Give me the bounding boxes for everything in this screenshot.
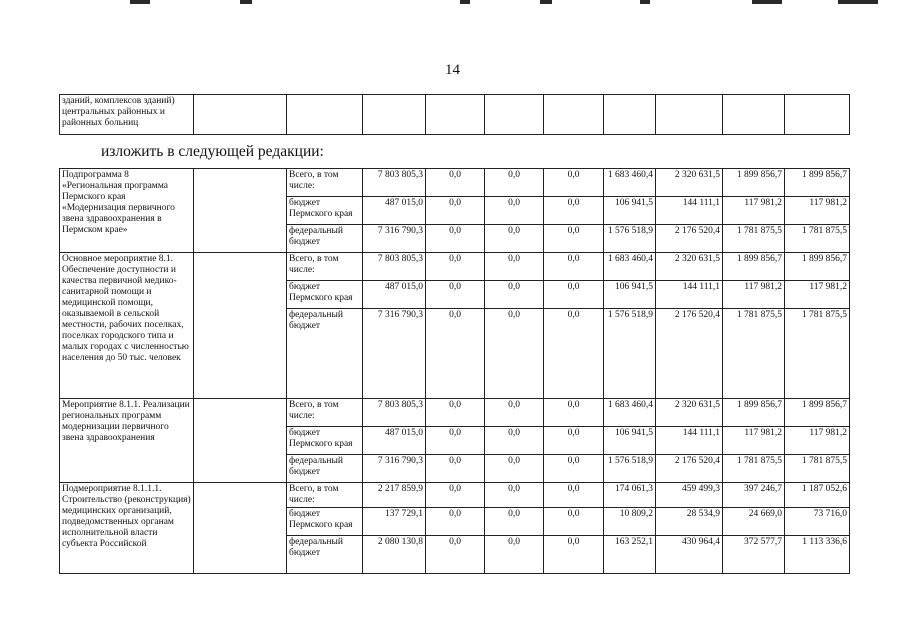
empty-cell — [604, 95, 656, 135]
empty-cell — [656, 95, 723, 135]
amount-cell: 1 899 856,7 — [723, 253, 785, 281]
amount-cell: 10 809,2 — [604, 508, 656, 536]
amount-cell: 1 576 518,9 — [604, 309, 656, 399]
funding-source-cell: федеральный бюджет — [287, 225, 363, 253]
amount-cell: 0,0 — [544, 281, 604, 309]
amount-cell: 2 217 859,9 — [363, 483, 426, 508]
empty-cell — [485, 95, 544, 135]
amount-cell: 117 981,2 — [785, 427, 850, 455]
amount-cell: 7 803 805,3 — [363, 253, 426, 281]
page-number: 14 — [445, 62, 460, 78]
amount-cell: 7 803 805,3 — [363, 169, 426, 197]
amount-cell: 1 781 875,5 — [723, 455, 785, 483]
amount-cell: 397 246,7 — [723, 483, 785, 508]
amount-cell: 24 669,0 — [723, 508, 785, 536]
amount-cell: 2 320 631,5 — [656, 399, 723, 427]
empty-cell — [723, 95, 785, 135]
amount-cell: 487 015,0 — [363, 427, 426, 455]
amount-cell: 0,0 — [485, 281, 544, 309]
measure-name-cell: Основное мероприятие 8.1. Обеспечение доступности и качества первичной медико-санитарной помощи и медицинской помощи, оказываемой в сельской местности, рабочих поселках, поселках городского типа и малых городах с численностью населения до 50 тыс. человек — [60, 253, 194, 399]
amount-cell: 2 176 520,4 — [656, 455, 723, 483]
amount-cell: 1 899 856,7 — [723, 399, 785, 427]
amount-cell: 0,0 — [426, 483, 485, 508]
amount-cell: 1 899 856,7 — [785, 399, 850, 427]
amount-cell: 0,0 — [544, 508, 604, 536]
amount-cell: 0,0 — [544, 197, 604, 225]
empty-cell — [426, 95, 485, 135]
amount-cell: 0,0 — [544, 309, 604, 399]
amount-cell: 7 316 790,3 — [363, 309, 426, 399]
amount-cell: 7 316 790,3 — [363, 225, 426, 253]
funding-source-cell: бюджет Пермского края — [287, 508, 363, 536]
amount-cell: 0,0 — [485, 253, 544, 281]
amount-cell: 1 899 856,7 — [785, 169, 850, 197]
empty-cell — [194, 169, 287, 253]
amount-cell: 0,0 — [485, 197, 544, 225]
empty-cell — [544, 95, 604, 135]
amount-cell: 106 941,5 — [604, 281, 656, 309]
amount-cell: 0,0 — [485, 309, 544, 399]
amount-cell: 117 981,2 — [723, 197, 785, 225]
funding-source-cell: бюджет Пермского края — [287, 197, 363, 225]
amount-cell: 1 576 518,9 — [604, 225, 656, 253]
amount-cell: 1 683 460,4 — [604, 253, 656, 281]
scan-edge-artifact — [240, 0, 252, 4]
scan-edge-artifact — [640, 0, 650, 4]
empty-cell — [194, 253, 287, 399]
prev-table-name: зданий, комплексов зданий) центральных районных и районных больниц — [60, 95, 194, 135]
amount-cell: 106 941,5 — [604, 427, 656, 455]
scan-edge-artifact — [838, 0, 878, 4]
amount-cell: 73 716,0 — [785, 508, 850, 536]
amount-cell: 0,0 — [426, 197, 485, 225]
amount-cell: 7 316 790,3 — [363, 455, 426, 483]
amount-cell: 0,0 — [485, 536, 544, 574]
amount-cell: 487 015,0 — [363, 281, 426, 309]
amount-cell: 1 576 518,9 — [604, 455, 656, 483]
measure-name-cell: Подпрограмма 8 «Региональная программа Пермского края «Модернизация первичного звена здравоохранения в Пермском крае» — [60, 169, 194, 253]
amount-cell: 0,0 — [426, 427, 485, 455]
amount-cell: 0,0 — [544, 483, 604, 508]
amount-cell: 1 781 875,5 — [723, 309, 785, 399]
amount-cell: 430 964,4 — [656, 536, 723, 574]
empty-cell — [194, 399, 287, 483]
amount-cell: 0,0 — [426, 536, 485, 574]
amount-cell: 117 981,2 — [785, 197, 850, 225]
funding-source-cell: федеральный бюджет — [287, 455, 363, 483]
amount-cell: 1 187 052,6 — [785, 483, 850, 508]
amount-cell: 0,0 — [544, 399, 604, 427]
empty-cell — [194, 95, 287, 135]
amount-cell: 0,0 — [485, 169, 544, 197]
funding-source-cell: Всего, в том числе: — [287, 483, 363, 508]
amount-cell: 0,0 — [426, 281, 485, 309]
funding-source-cell: бюджет Пермского края — [287, 427, 363, 455]
amount-cell: 0,0 — [485, 508, 544, 536]
amount-cell: 0,0 — [544, 455, 604, 483]
amount-cell: 0,0 — [426, 169, 485, 197]
amount-cell: 1 683 460,4 — [604, 399, 656, 427]
amount-cell: 0,0 — [426, 253, 485, 281]
amount-cell: 137 729,1 — [363, 508, 426, 536]
scan-edge-artifact — [752, 0, 782, 4]
empty-cell — [287, 95, 363, 135]
amount-cell: 2 080 130,8 — [363, 536, 426, 574]
amount-cell: 0,0 — [426, 508, 485, 536]
previous-table-fragment — [59, 94, 850, 135]
measure-name-cell: Подмероприятие 8.1.1.1. Строительство (реконструкция) медицинских организаций, подведомственных органам исполнительной власти субъекта Российской — [60, 483, 194, 574]
table-row — [60, 253, 850, 281]
empty-cell — [363, 95, 426, 135]
amount-cell: 117 981,2 — [723, 281, 785, 309]
amount-cell: 0,0 — [426, 399, 485, 427]
amount-cell: 1 683 460,4 — [604, 169, 656, 197]
budget-table-body — [60, 169, 850, 574]
amount-cell: 144 111,1 — [656, 427, 723, 455]
amount-cell: 2 176 520,4 — [656, 225, 723, 253]
amount-cell: 487 015,0 — [363, 197, 426, 225]
amount-cell: 1 899 856,7 — [785, 253, 850, 281]
amount-cell: 163 252,1 — [604, 536, 656, 574]
funding-source-cell: федеральный бюджет — [287, 309, 363, 399]
table-row — [60, 169, 850, 197]
amount-cell: 0,0 — [544, 225, 604, 253]
scan-edge-artifact — [130, 0, 150, 4]
amount-cell: 1 781 875,5 — [723, 225, 785, 253]
amount-cell: 28 534,9 — [656, 508, 723, 536]
amount-cell: 0,0 — [485, 483, 544, 508]
amount-cell: 1 899 856,7 — [723, 169, 785, 197]
amount-cell: 0,0 — [485, 427, 544, 455]
funding-source-cell: федеральный бюджет — [287, 536, 363, 574]
budget-table — [59, 168, 850, 574]
amount-cell: 1 781 875,5 — [785, 225, 850, 253]
funding-source-cell: Всего, в том числе: — [287, 399, 363, 427]
amount-cell: 174 061,3 — [604, 483, 656, 508]
amount-cell: 1 781 875,5 — [785, 309, 850, 399]
amount-cell: 1 781 875,5 — [785, 455, 850, 483]
amount-cell: 0,0 — [426, 225, 485, 253]
amount-cell: 0,0 — [485, 399, 544, 427]
empty-cell — [194, 483, 287, 574]
amount-cell: 1 113 336,6 — [785, 536, 850, 574]
instruction-text: изложить в следующей редакции: — [101, 143, 324, 160]
amount-cell: 0,0 — [485, 225, 544, 253]
amount-cell: 2 176 520,4 — [656, 309, 723, 399]
funding-source-cell: Всего, в том числе: — [287, 253, 363, 281]
table-row — [60, 483, 850, 508]
amount-cell: 2 320 631,5 — [656, 253, 723, 281]
scan-edge-artifact — [540, 0, 552, 4]
amount-cell: 372 577,7 — [723, 536, 785, 574]
amount-cell: 0,0 — [426, 455, 485, 483]
empty-cell — [785, 95, 850, 135]
amount-cell: 117 981,2 — [785, 281, 850, 309]
amount-cell: 7 803 805,3 — [363, 399, 426, 427]
amount-cell: 106 941,5 — [604, 197, 656, 225]
funding-source-cell: Всего, в том числе: — [287, 169, 363, 197]
measure-name-cell: Мероприятие 8.1.1. Реализации региональных программ модернизации первичного звена здравоохранения — [60, 399, 194, 483]
amount-cell: 0,0 — [544, 427, 604, 455]
amount-cell: 2 320 631,5 — [656, 169, 723, 197]
table-row — [60, 399, 850, 427]
amount-cell: 0,0 — [485, 455, 544, 483]
amount-cell: 117 981,2 — [723, 427, 785, 455]
amount-cell: 0,0 — [544, 169, 604, 197]
amount-cell: 0,0 — [426, 309, 485, 399]
amount-cell: 0,0 — [544, 536, 604, 574]
amount-cell: 144 111,1 — [656, 197, 723, 225]
amount-cell: 144 111,1 — [656, 281, 723, 309]
amount-cell: 0,0 — [544, 253, 604, 281]
funding-source-cell: бюджет Пермского края — [287, 281, 363, 309]
scan-edge-artifact — [460, 0, 470, 4]
amount-cell: 459 499,3 — [656, 483, 723, 508]
